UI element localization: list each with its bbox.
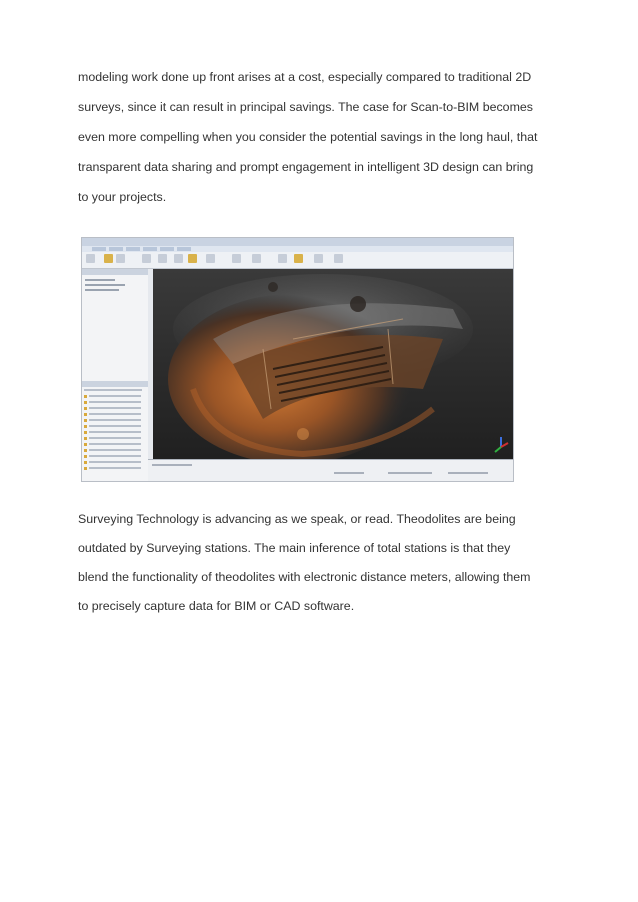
text-line: transparent data sharing and prompt engagement in intelligent 3D design can bring [78,160,534,174]
text-line: Surveying Technology is advancing as we speak, or read. Theodolites are being [78,512,516,526]
3d-viewport [153,269,513,459]
text-line: even more compelling when you consider the potential savings in the long haul, that [78,130,538,144]
text-line: modeling work done up front arises at a cost, especially compared to traditional 2D [78,70,532,84]
point-cloud-render [153,269,513,459]
project-tree-panel [82,269,149,481]
text-line: to precisely capture data for BIM or CAD software. [78,599,355,613]
text-line: outdated by Surveying stations. The main inference of total stations is that they [78,541,511,555]
text-line: blend the functionality of theodolites with electronic distance meters, allowing them [78,570,531,584]
window-titlebar [82,238,513,246]
ribbon-toolbar [82,252,513,269]
text-line: to your projects. [78,190,167,204]
point-cloud-software-screenshot [81,237,514,482]
axis-gizmo-icon [495,437,508,452]
text-line: surveys, since it can result in principal savings. The case for Scan-to-BIM becomes [78,100,533,114]
properties-panel [148,459,513,482]
